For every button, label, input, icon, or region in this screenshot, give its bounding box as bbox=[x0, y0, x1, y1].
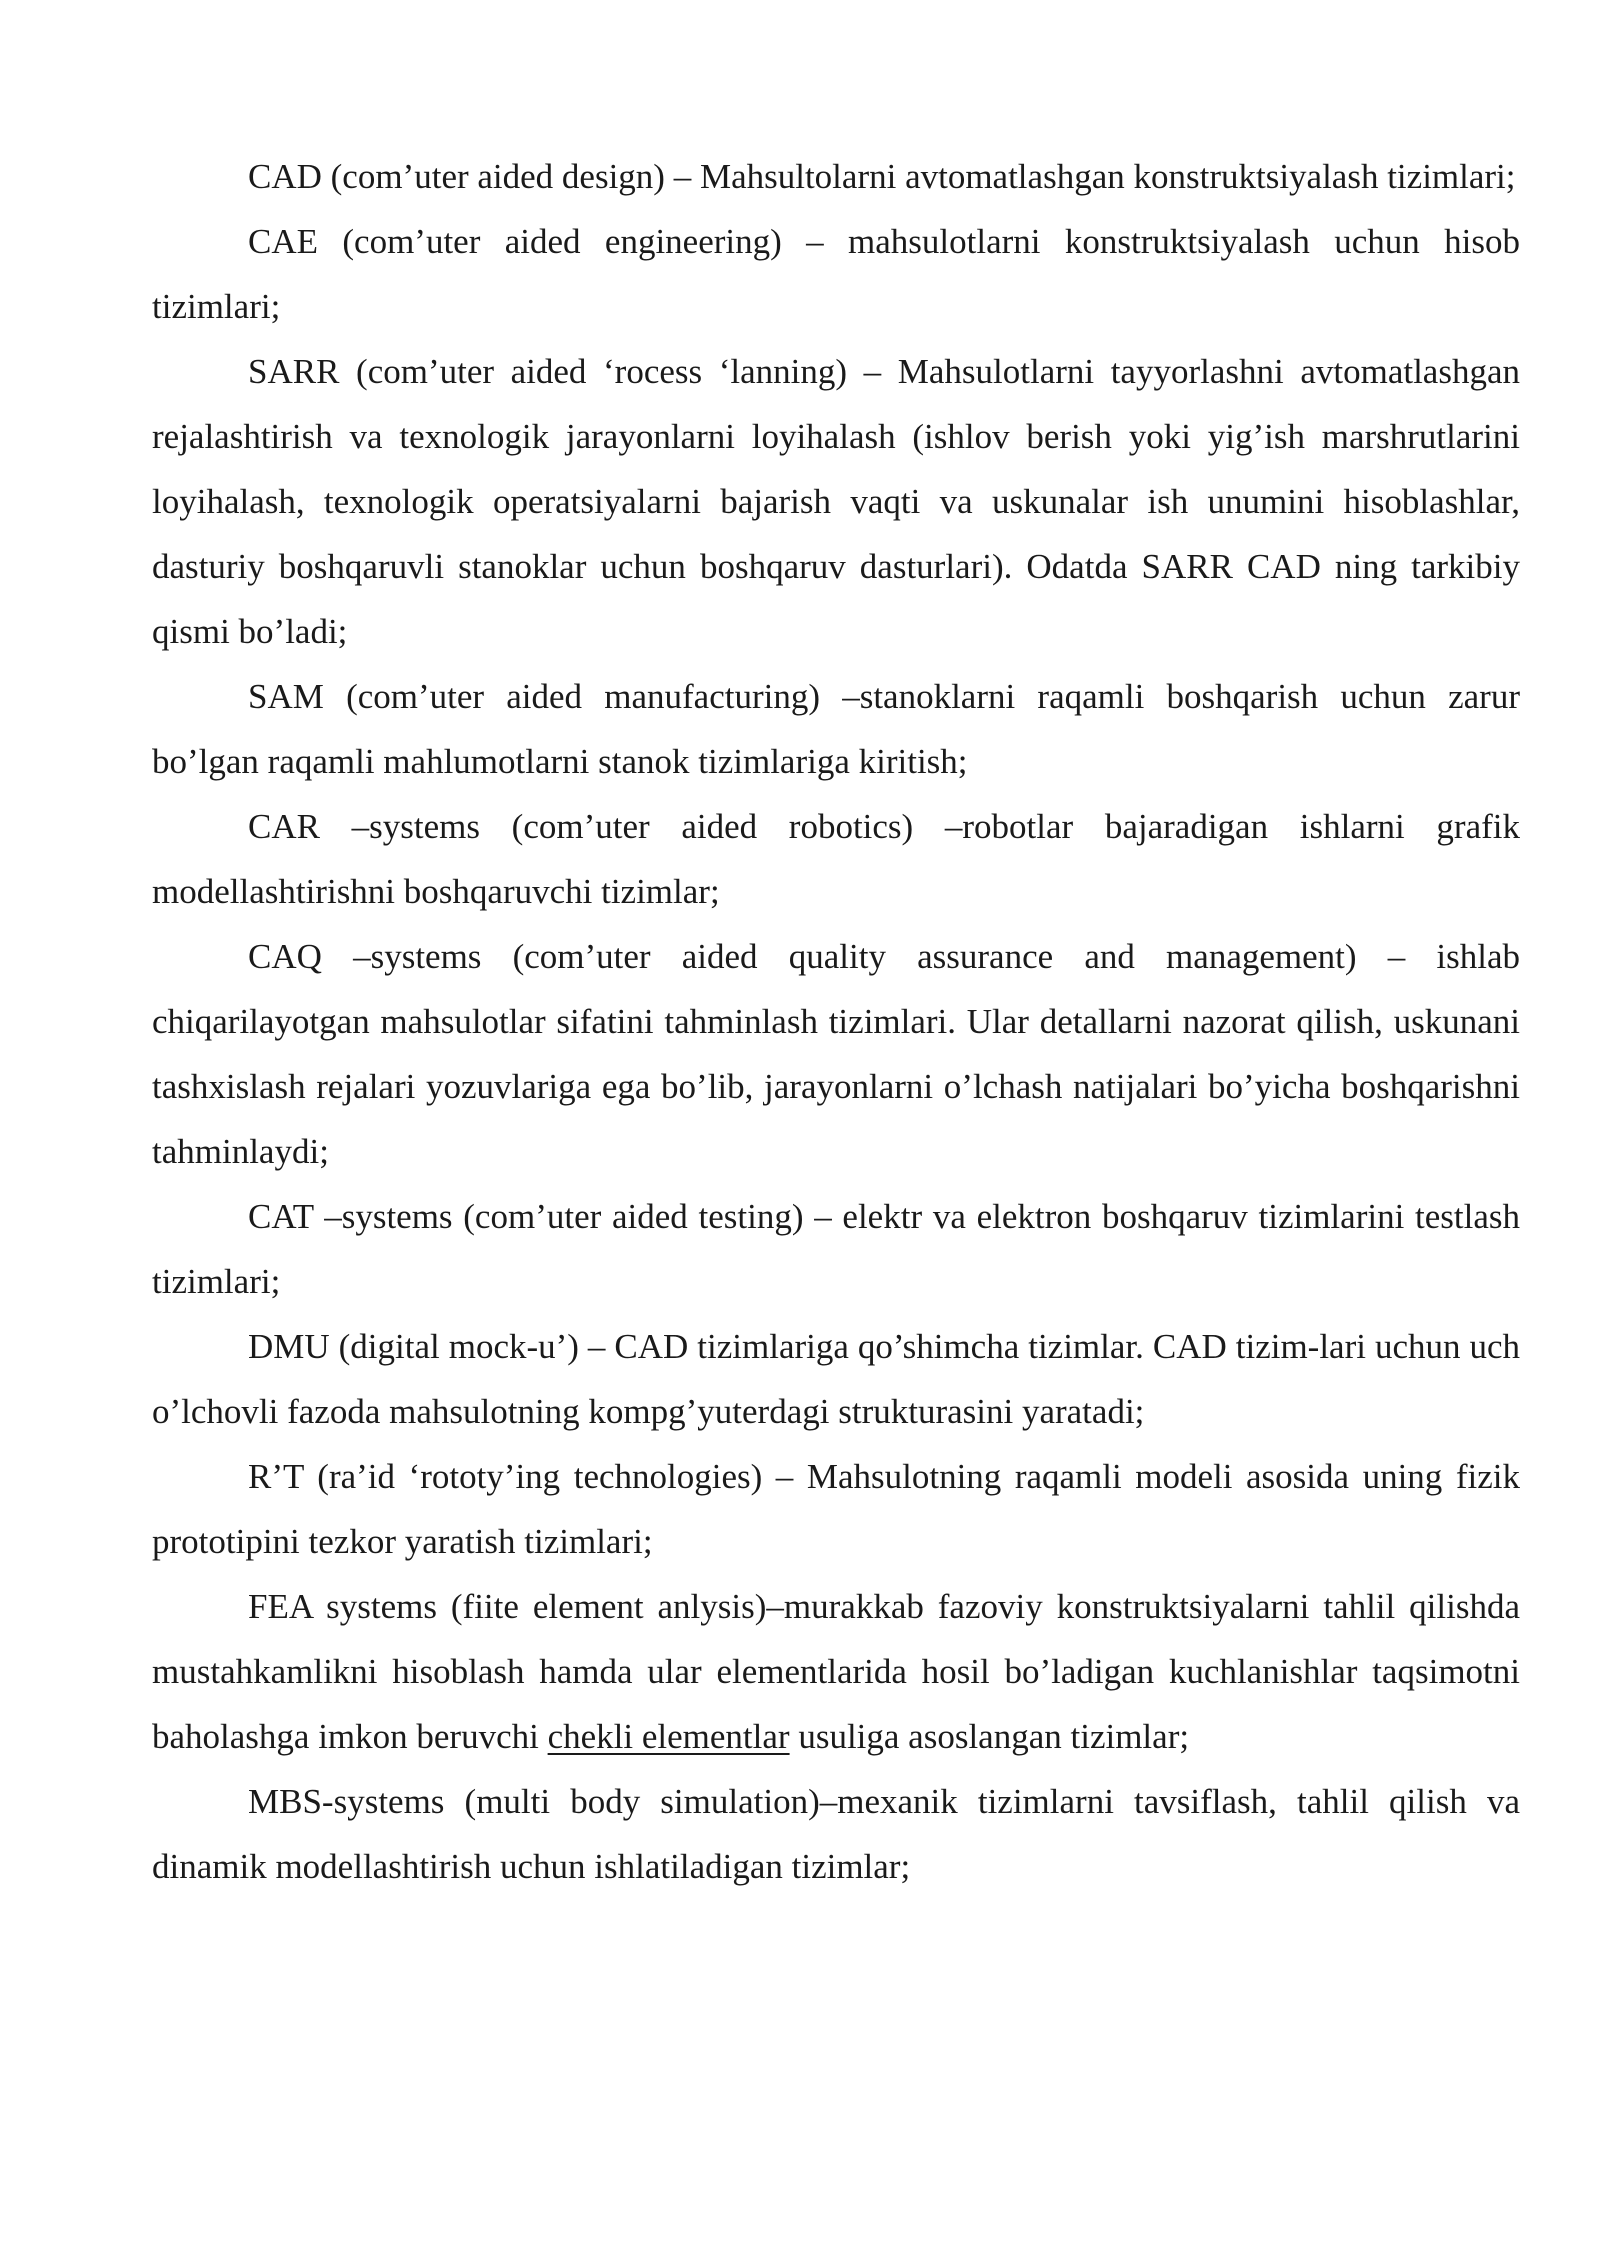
chekli-elementlar-link[interactable]: chekli elementlar bbox=[547, 1717, 790, 1756]
paragraph-rt: R’T (ra’id ‘rototy’ing technologies) – Mahsulotning raqamli modeli asosida uning fizik prototipini tezkor yaratish tizimlari; bbox=[152, 1457, 1520, 1561]
paragraph-cad: CAD (com’uter aided design) – Mahsultolarni avtomatlashgan konstruktsiyalash tizimlari; bbox=[248, 157, 1516, 196]
paragraph-fea-text-before: FEA systems (fiite element anlysis)–murakkab fazoviy konstruktsiyalarni tahlil qilishda mustahkamlikni hisoblash hamda ular elementlarida hosil bo’ladigan kuchlanishlar taqsimotni baholashga imkon beruvchi bbox=[152, 1587, 1520, 1756]
paragraph-caq: CAQ –systems (com’uter aided quality assurance and management) – ishlab chiqarilayotgan mahsulotlar sifatini tahminlash tizimlari. Ular detallarni nazorat qilish, uskunani tashxislash rejalari yozuvlariga ega bo’lib, jarayonlarni o’lchash natijalari bo’yicha boshqarishni tahminlaydi; bbox=[152, 937, 1520, 1171]
paragraph-car: CAR –systems (com’uter aided robotics) –robotlar bajaradigan ishlarni grafik modellashtirishni boshqaruvchi tizimlar; bbox=[152, 807, 1520, 911]
paragraph-sarr: SARR (com’uter aided ‘rocess ‘lanning) – Mahsulotlarni tayyorlashni avtomatlashgan rejalashtirish va texnologik jarayonlarni loyihalash (ishlov berish yoki yig’ish marshrutlarini loyihalash, texnologik operatsiyalarni bajarish vaqti va uskunalar ish unumini hisoblashlar, dasturiy boshqaruvli stanoklar uchun boshqaruv dasturlari). Odatda SARR CAD ning tarkibiy qismi bo’ladi; bbox=[152, 352, 1520, 651]
paragraph-sam: SAM (com’uter aided manufacturing) –stanoklarni raqamli boshqarish uchun zarur bo’lgan raqamli mahlumotlarni stanok tizimlariga kiritish; bbox=[152, 677, 1520, 781]
paragraph-dmu: DMU (digital mock-u’) – CAD tizimlariga qo’shimcha tizimlar. CAD tizim-lari uchun uch o’lchovli fazoda mahsulotning kompg’yuterdagi strukturasini yaratadi; bbox=[152, 1327, 1520, 1431]
paragraph-mbs: MBS-systems (multi body simulation)–mexanik tizimlarni tavsiflash, tahlil qilish va dinamik modellashtirish uchun ishlatiladigan tizimlar; bbox=[152, 1782, 1520, 1886]
paragraph-fea bbox=[152, 1574, 1520, 1769]
paragraph-fea-text-after: usuliga asoslangan tizimlar; bbox=[789, 1717, 1190, 1756]
document-body bbox=[152, 144, 1520, 1899]
paragraph-cat: CAT –systems (com’uter aided testing) – elektr va elektron boshqaruv tizimlarini testlash tizimlari; bbox=[152, 1197, 1520, 1301]
paragraph-cae: CAE (com’uter aided engineering) – mahsulotlarni konstruktsiyalash uchun hisob tizimlari; bbox=[152, 222, 1520, 326]
